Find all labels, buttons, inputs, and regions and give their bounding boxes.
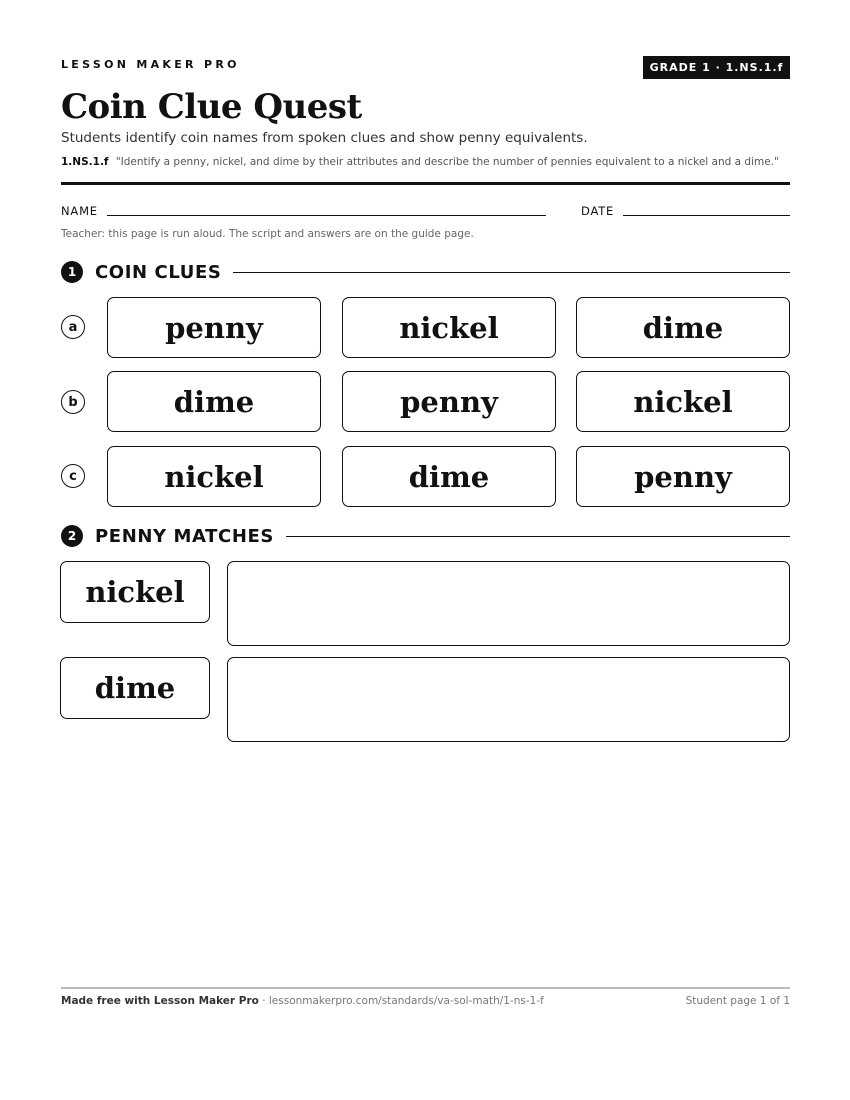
section-penny-matches-header bbox=[61, 525, 790, 547]
teacher-note: Teacher: this page is run aloud. The script and answers are on the guide page. bbox=[61, 228, 474, 240]
standard-code: 1.NS.1.f bbox=[61, 156, 109, 168]
standard-text: "Identify a penny, nickel, and dime by their attributes and describe the number of pennies equivalent to a nickel and a dime." bbox=[115, 156, 779, 168]
section-coin-clues-header bbox=[61, 261, 790, 283]
footer-page-number: Student page 1 of 1 bbox=[685, 995, 790, 1007]
penny-answer-box[interactable] bbox=[227, 657, 790, 742]
match-coin-label: dime bbox=[60, 657, 210, 719]
coin-choice[interactable]: penny bbox=[576, 446, 790, 507]
brand-name: LESSON MAKER PRO bbox=[61, 58, 240, 71]
coin-choice[interactable]: penny bbox=[342, 371, 556, 432]
match-coin-label: nickel bbox=[60, 561, 210, 623]
coin-choice[interactable]: nickel bbox=[107, 446, 321, 507]
penny-answer-box[interactable] bbox=[227, 561, 790, 646]
section-number-badge: 2 bbox=[61, 525, 83, 547]
section-number-badge: 1 bbox=[61, 261, 83, 283]
footer-url[interactable]: lessonmakerpro.com/standards/va-sol-math/1-ns-1-f bbox=[268, 995, 544, 1007]
footer-credit bbox=[61, 995, 544, 1007]
coin-choice[interactable]: dime bbox=[107, 371, 321, 432]
section-rule bbox=[286, 536, 790, 537]
page-title: Coin Clue Quest bbox=[61, 87, 362, 127]
date-write-line[interactable] bbox=[623, 215, 790, 216]
section-title: PENNY MATCHES bbox=[95, 525, 274, 547]
footer-separator: · bbox=[258, 995, 269, 1007]
grade-standard-badge: GRADE 1 · 1.NS.1.f bbox=[643, 56, 790, 79]
coin-choice[interactable]: dime bbox=[342, 446, 556, 507]
row-letter-a: a bbox=[61, 315, 85, 339]
row-letter-c: c bbox=[61, 464, 85, 488]
row-letter-b: b bbox=[61, 390, 85, 414]
footer-made-with: Made free with Lesson Maker Pro bbox=[61, 995, 259, 1007]
header-divider bbox=[61, 182, 790, 185]
name-label: NAME bbox=[61, 204, 98, 218]
section-title: COIN CLUES bbox=[95, 261, 222, 283]
page-subtitle: Students identify coin names from spoken clues and show penny equivalents. bbox=[61, 130, 588, 146]
standard-description bbox=[61, 156, 779, 168]
coin-choice[interactable]: nickel bbox=[342, 297, 556, 358]
footer-divider bbox=[61, 987, 790, 989]
coin-choice[interactable]: dime bbox=[576, 297, 790, 358]
coin-choice[interactable]: nickel bbox=[576, 371, 790, 432]
coin-choice[interactable]: penny bbox=[107, 297, 321, 358]
section-rule bbox=[233, 272, 790, 273]
name-write-line[interactable] bbox=[107, 215, 546, 216]
date-label: DATE bbox=[581, 204, 615, 218]
